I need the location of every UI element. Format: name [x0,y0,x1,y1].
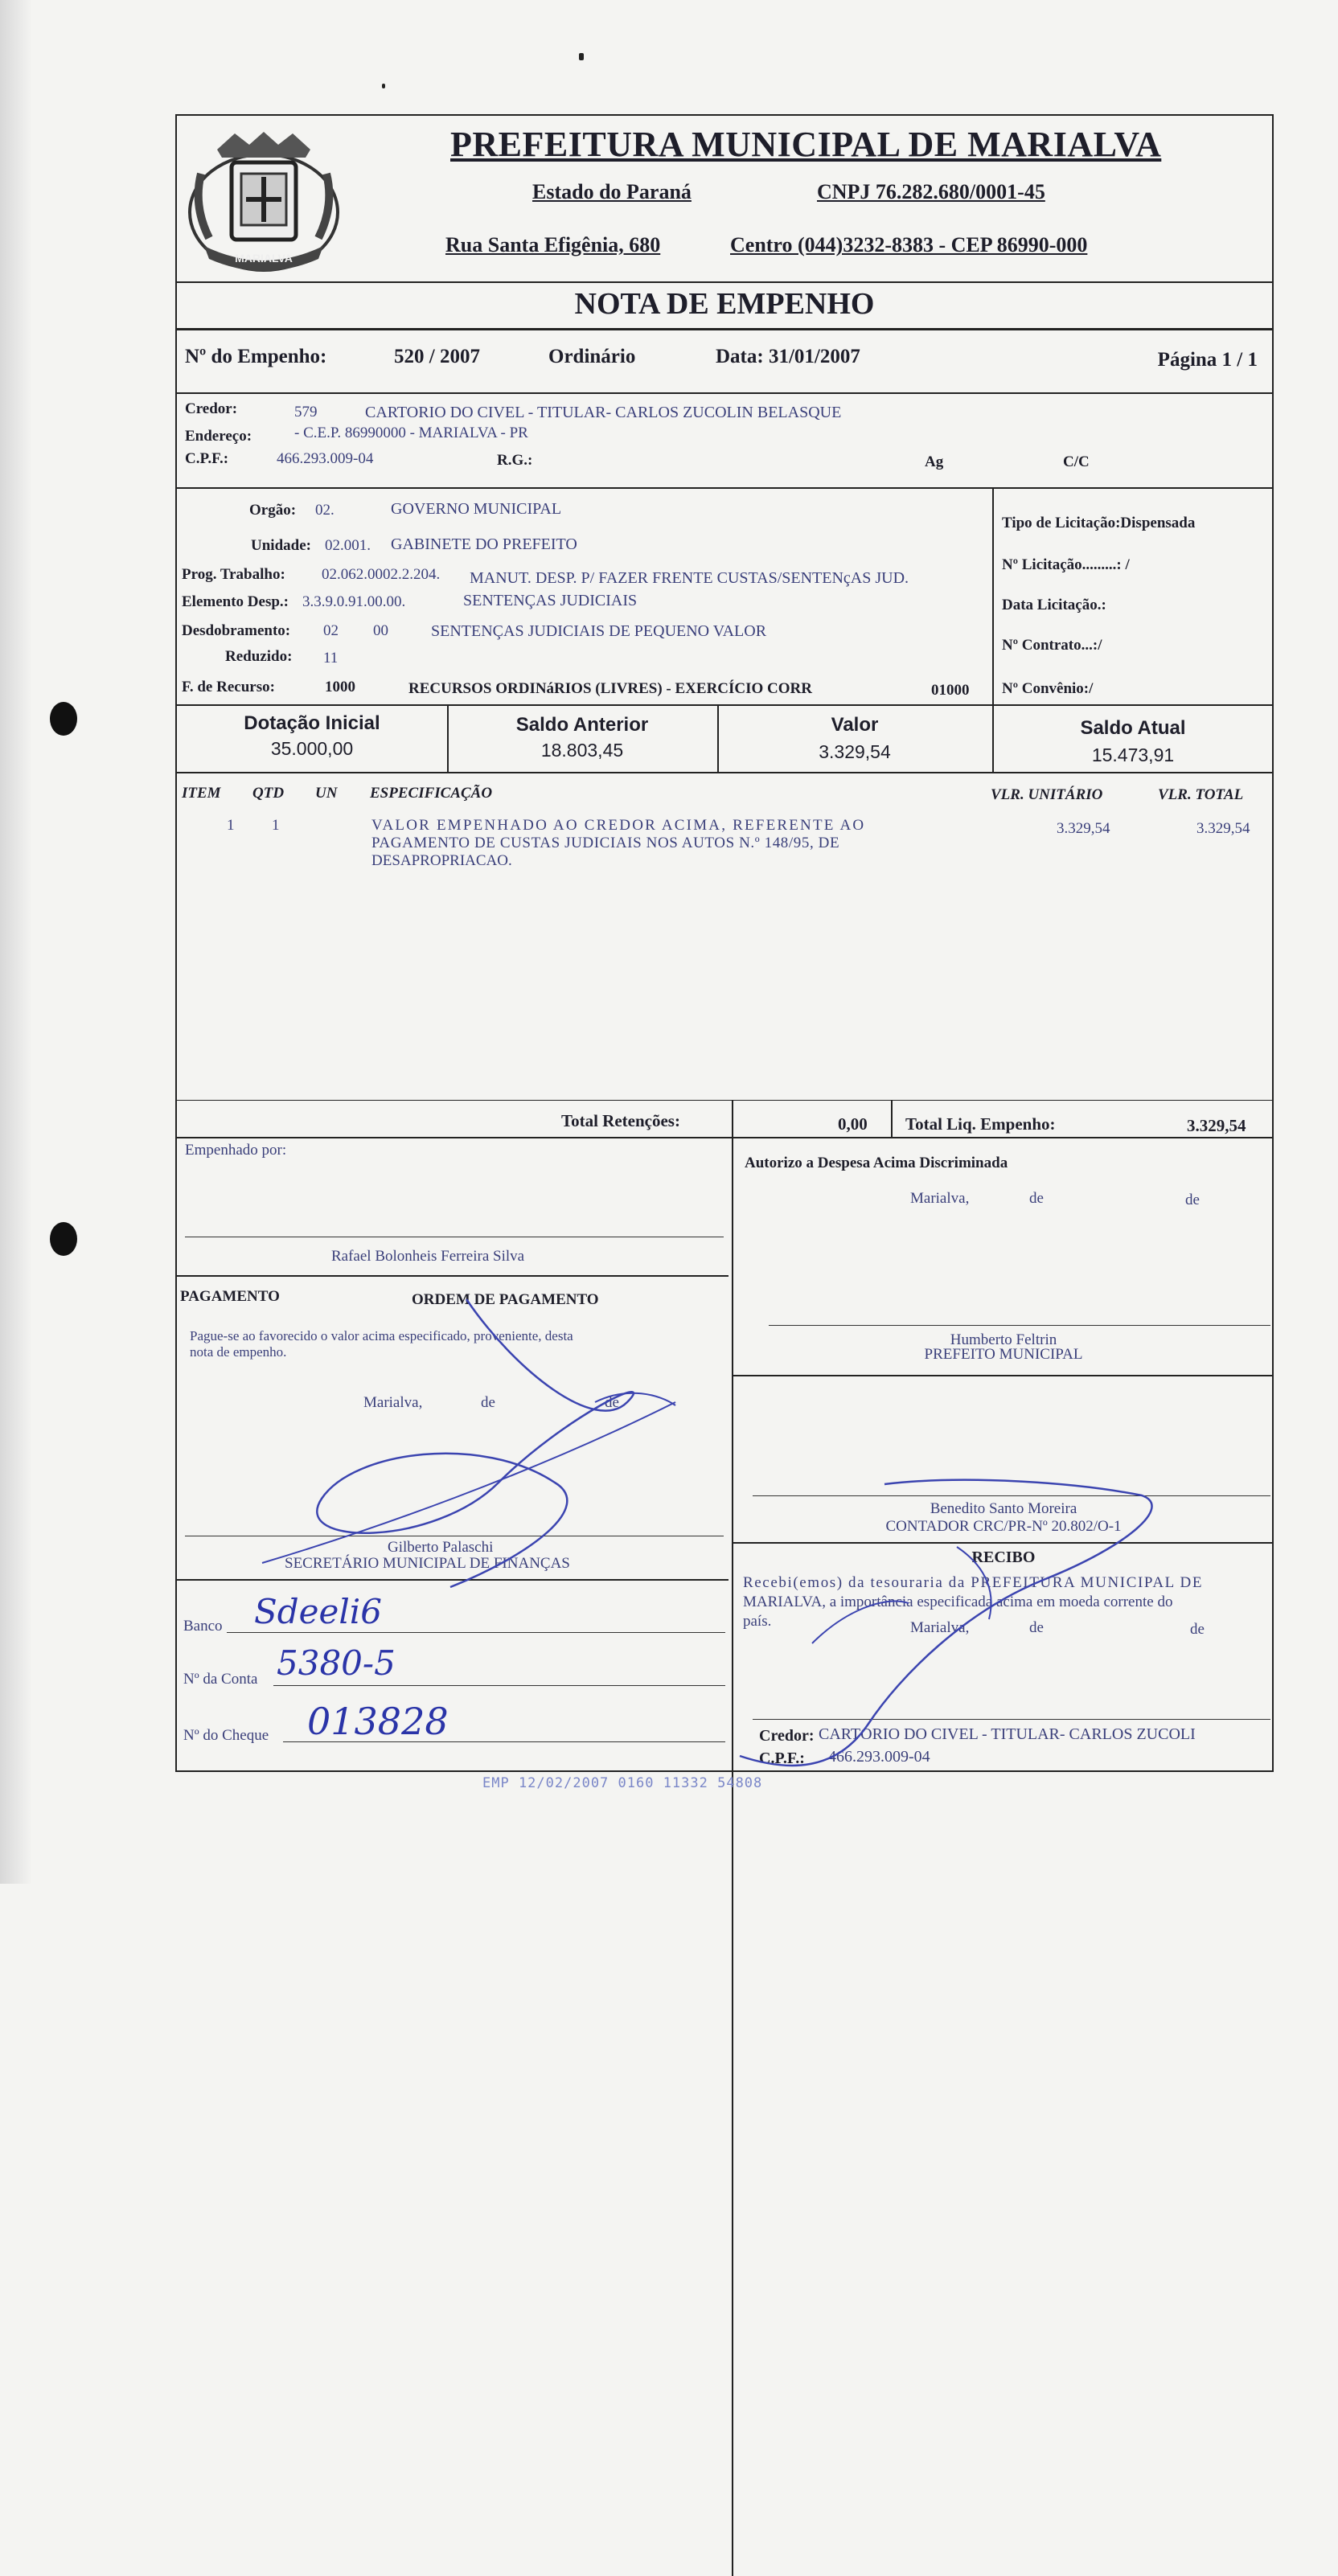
pagamento-de: de [605,1394,619,1411]
prog-code: 02.062.0002.2.204. [322,566,441,583]
desdobramento-label: Desdobramento: [182,622,291,639]
banco-handwritten: Sdeeli6 [254,1592,382,1631]
cheque-label: Nº do Cheque [183,1727,269,1744]
liquido-value: 3.329,54 [1187,1116,1246,1135]
item-spec-line: DESAPROPRIACAO. [371,852,512,869]
state-name: Estado do Paraná [532,180,692,203]
punch-hole [50,1222,77,1256]
empenho-type: Ordinário [548,346,636,367]
elemento-name: SENTENÇAS JUDICIAIS [463,592,638,609]
ordem-pagamento: ORDEM DE PAGAMENTO [412,1291,599,1308]
item-spec-line: VALOR EMPENHADO AO CREDOR ACIMA, REFERENTE AO [371,817,866,834]
desdobramento-b: 00 [373,622,388,639]
pagamento-de: de [481,1394,495,1411]
cnpj: CNPJ 76.282.680/0001-45 [817,180,1045,203]
orgao-code: 02. [315,502,334,519]
protocol-stamp: EMP 12/02/2007 0160 11332 54808 [482,1775,763,1791]
autorizo-text: Autorizo a Despesa Acima Discriminada [745,1155,1008,1171]
secretario-title: SECRETÁRIO MUNICIPAL DE FINANÇAS [285,1555,570,1572]
saldo-atual-value: 15.473,91 [1091,744,1175,765]
recibo-text: país. [743,1613,772,1630]
prog-name: MANUT. DESP. P/ FAZER FRENTE CUSTAS/SENTENçAS JUD. [470,569,909,587]
item-number: 1 [227,817,235,834]
handwritten-signatures [177,116,1272,1770]
contrato: Nº Contrato...:/ [1002,637,1102,654]
prefeito-name: Humberto Feltrin [950,1331,1057,1348]
autorizo-de: de [1029,1190,1044,1207]
reduzido-value: 11 [323,650,339,667]
recibo-credor-label: Credor: [759,1727,815,1745]
dotacao-value: 35.000,00 [270,738,354,759]
pagamento-label: PAGAMENTO [180,1288,280,1305]
autorizo-de: de [1185,1192,1200,1208]
secretario-name: Gilberto Palaschi [388,1539,494,1556]
desdobramento-name: SENTENÇAS JUDICIAIS DE PEQUENO VALOR [431,622,767,640]
pagamento-text: nota de empenho. [190,1344,287,1360]
recibo-credor: CARTÓRIO DO CIVEL - TITULAR- CARLOS ZUCOLI [819,1725,1196,1743]
retencoes-label: Total Retenções: [561,1111,680,1130]
recurso-name: RECURSOS ORDINáRIOS (LIVRES) - EXERCÍCIO CORR [408,680,812,697]
orgao-label: Orgão: [249,502,297,519]
contact-info: Centro (044)3232-8383 - CEP 86990-000 [730,233,1088,256]
cc-label: C/C [1063,453,1090,470]
recibo-cpf-label: C.P.F.: [759,1749,805,1767]
saldo-anterior-label: Saldo Anterior [515,714,649,736]
ag-label: Ag [925,453,944,470]
conta-label: Nº da Conta [183,1671,258,1688]
page-number: Página 1 / 1 [1157,349,1258,371]
doc-title: NOTA DE EMPENHO [574,287,875,321]
recibo-text: Recebi(emos) da tesouraria da PREFEITURA MUNICIPAL DE [743,1574,1204,1591]
pagamento-place: Marialva, [363,1394,423,1411]
elemento-label: Elemento Desp.: [182,593,289,610]
convenio: Nº Convênio:/ [1002,680,1094,697]
desdobramento-a: 02 [323,622,339,639]
empenhado-name: Rafael Bolonheis Ferreira Silva [331,1248,525,1265]
empenho-date: Data: 31/01/2007 [716,346,860,367]
valor-label: Valor [831,714,879,736]
saldo-anterior-value: 18.803,45 [540,740,624,761]
recurso-label: F. de Recurso: [182,679,275,695]
credor-address: - C.E.P. 86990000 - MARIALVA - PR [294,425,528,441]
item-total-value: 3.329,54 [1196,820,1250,837]
reduzido-label: Reduzido: [225,648,293,665]
unidade-name: GABINETE DO PREFEITO [391,535,577,553]
col-item: ITEM [182,785,221,802]
item-spec-line: PAGAMENTO DE CUSTAS JUDICIAIS NOS AUTOS N.º 148/95, DE [371,835,840,851]
credor-cpf: 466.293.009-04 [277,450,374,467]
pagamento-text: Pague-se ao favorecido o valor acima especificado, proveniente, desta [190,1328,573,1343]
cpf-label: C.P.F.: [185,450,229,467]
empenho-number: 520 / 2007 [394,346,480,367]
licitacao-tipo: Tipo de Licitação:Dispensada [1002,515,1196,531]
licitacao-data: Data Licitação.: [1002,597,1106,613]
autorizo-place: Marialva, [910,1190,970,1207]
col-unit: VLR. UNITÁRIO [991,786,1103,803]
col-total: VLR. TOTAL [1158,786,1244,803]
nota-de-empenho-form [175,114,1274,1772]
recibo-de: de [1029,1619,1044,1636]
cheque-handwritten: 013828 [307,1700,449,1743]
credor-code: 579 [294,404,318,420]
unidade-label: Unidade: [251,537,311,554]
banco-label: Banco [183,1618,223,1635]
contador-title: CONTADOR CRC/PR-Nº 20.802/O-1 [885,1518,1122,1535]
elemento-code: 3.3.9.0.91.00.00. [302,593,406,610]
retencoes-value: 0,00 [838,1114,868,1134]
page-title: PREFEITURA MUNICIPAL DE MARIALVA [450,125,1162,164]
recurso-code-2: 01000 [931,682,970,699]
liquido-label: Total Liq. Empenho: [905,1114,1056,1134]
empenhado-label: Empenhado por: [185,1142,287,1159]
contador-name: Benedito Santo Moreira [930,1500,1077,1517]
empenho-label: Nº do Empenho: [185,346,327,367]
col-qtd: QTD [252,785,285,802]
col-un: UN [315,785,338,802]
orgao-name: GOVERNO MUNICIPAL [391,500,562,518]
scan-speck [382,84,385,88]
saldo-atual-label: Saldo Atual [1080,717,1186,739]
unidade-code: 02.001. [325,537,371,554]
recibo-place: Marialva, [910,1619,970,1636]
dotacao-label: Dotação Inicial [244,712,380,734]
street-address: Rua Santa Efigênia, 680 [445,233,661,256]
conta-handwritten: 5380-5 [277,1643,396,1683]
licitacao-numero: Nº Licitação.........: / [1002,556,1130,573]
col-spec: ESPECIFICAÇÃO [370,785,493,802]
credor-name: CARTORIO DO CIVEL - TITULAR- CARLOS ZUCOLIN BELASQUE [365,404,842,421]
rg-label: R.G.: [497,452,533,469]
recibo-text: MARIALVA, a importância especificada acima em moeda corrente do [743,1594,1173,1610]
item-qtd: 1 [272,817,280,834]
prefeito-title: PREFEITO MUNICIPAL [924,1346,1083,1363]
scan-speck [579,53,584,60]
item-unit-value: 3.329,54 [1057,820,1110,837]
credor-label: Credor: [185,400,238,417]
recibo-label: RECIBO [971,1548,1036,1566]
recibo-de: de [1190,1621,1205,1638]
recurso-code: 1000 [325,679,355,695]
prog-label: Prog. Trabalho: [182,566,285,583]
scan-edge-shadow [0,0,32,1884]
valor-value: 3.329,54 [819,741,891,762]
address-label: Endereço: [185,428,252,445]
punch-hole [50,702,77,736]
recibo-cpf: 466.293.009-04 [828,1748,930,1766]
svg-text:MARIALVA: MARIALVA [235,252,293,265]
